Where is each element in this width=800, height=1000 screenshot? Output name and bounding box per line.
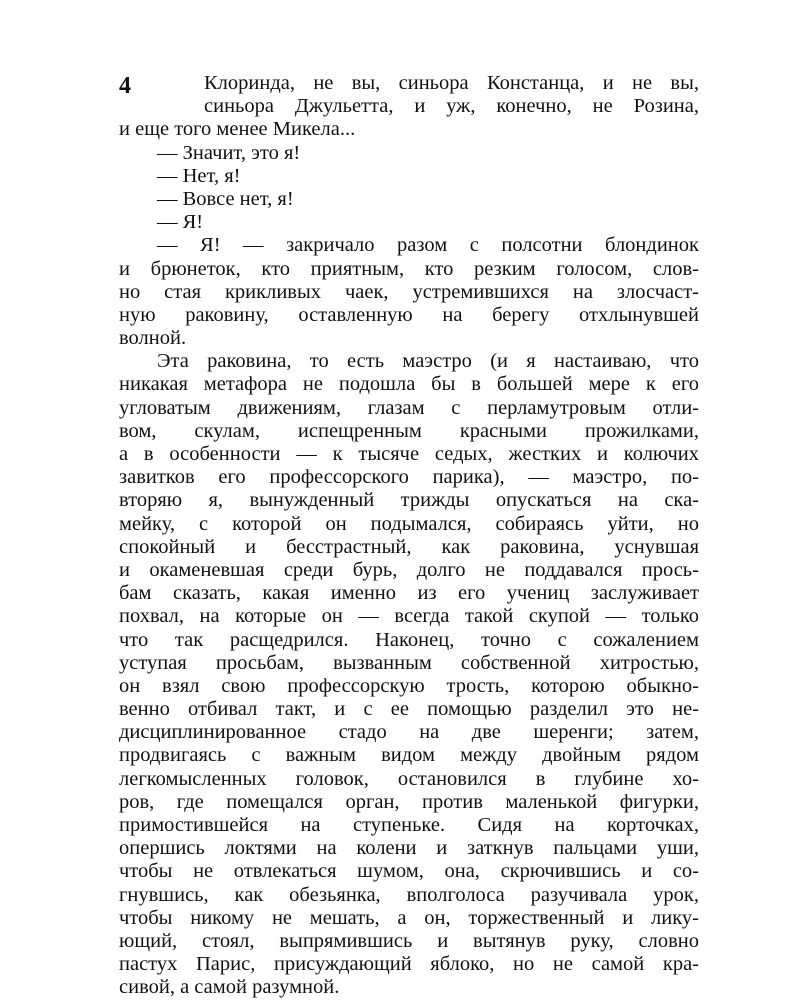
text-line: но стая крикливых чаек, устремившихся на злосчаст- — [119, 280, 699, 303]
text-line: Эта раковина, то есть маэстро (и я настаиваю, что — [157, 350, 699, 373]
text-line: угловатым движениям, глазам с перламутровым отли- — [119, 396, 699, 419]
text-line: и брюнеток, кто приятным, кто резким голосом, слов- — [119, 257, 699, 280]
text-line: легкомысленных головок, остановился в глубине хо- — [119, 767, 699, 790]
text-line: продвигаясь с важным видом между двойным рядом — [119, 744, 699, 767]
text-line: чтобы никому не мешать, а он, торжественный и лику- — [119, 906, 699, 929]
text-line: вом, скулам, испещренным красными прожилками, — [119, 419, 699, 442]
text-line: опершись локтями на колени и заткнув пальцами уши, — [119, 837, 699, 860]
text-line: похвал, на которые он — всегда такой скупой — только — [119, 605, 699, 628]
text-line: венно отбивал такт, и с ее помощью разделил это не- — [119, 698, 699, 721]
text-line: волной. — [119, 327, 187, 350]
text-line: сивой, а самой разумной. — [119, 976, 340, 999]
text-line: он взял свою профессорскую трость, которою обыкно- — [119, 674, 699, 697]
text-line: а в особенности — к тысяче седых, жестких и колючих — [119, 443, 699, 465]
text-line: ющий, стоял, выпрямившись и вытянув руку, словно — [119, 929, 699, 952]
body-text — [119, 72, 699, 1000]
text-line: завитков его профессорского парика), — маэстро, по- — [119, 466, 699, 489]
text-line: спокойный и бесстрастный, как раковина, уснувшая — [119, 535, 699, 558]
text-line: синьора Джульетта, и уж, конечно, не Розина, — [204, 95, 699, 118]
text-line: ную раковину, оставленную на берегу отхлынувшей — [119, 303, 699, 326]
text-line: — Вовсе нет, я! — [157, 187, 294, 210]
text-line: — Я! — закричало разом с полсотни блондинок — [157, 234, 699, 257]
text-line: вторяю я, вынужденный трижды опускаться на ска- — [119, 489, 699, 512]
text-line: уступая просьбам, вызванным собственной хитростью, — [119, 651, 699, 674]
text-line: — Нет, я! — [157, 164, 241, 187]
text-line: никакая метафора не подошла бы в большей мере к его — [119, 373, 699, 396]
text-line: — Я! — [157, 211, 204, 234]
text-line: мейку, с которой он подымался, собираясь уйти, но — [119, 512, 699, 535]
text-line: Клоринда, не вы, синьора Констанца, и не вы, — [204, 72, 699, 94]
text-line: и еще того менее Микела... — [119, 118, 356, 141]
text-line: гнувшись, как обезьянка, вполголоса разучивала урок, — [119, 883, 699, 906]
text-line: ров, где помещался орган, против маленькой фигурки, — [119, 790, 699, 813]
text-line: — Значит, это я! — [157, 141, 301, 164]
text-line: бам сказать, какая именно из его учениц заслуживает — [119, 582, 699, 605]
text-line: что так расщедрился. Наконец, точно с сожалением — [119, 628, 699, 651]
text-line: дисциплинированное стадо на две шеренги; затем, — [119, 721, 699, 744]
text-line: примостившейся на ступеньке. Сидя на корточках, — [119, 814, 699, 836]
chapter-number: 4 — [119, 73, 131, 99]
text-line: и окаменевшая среди бурь, долго не поддавался прось- — [119, 558, 699, 581]
text-line: пастух Парис, присуждающий яблоко, но не самой кра- — [119, 953, 699, 976]
text-line: чтобы не отвлекаться шумом, она, скрючившись и со- — [119, 860, 699, 883]
